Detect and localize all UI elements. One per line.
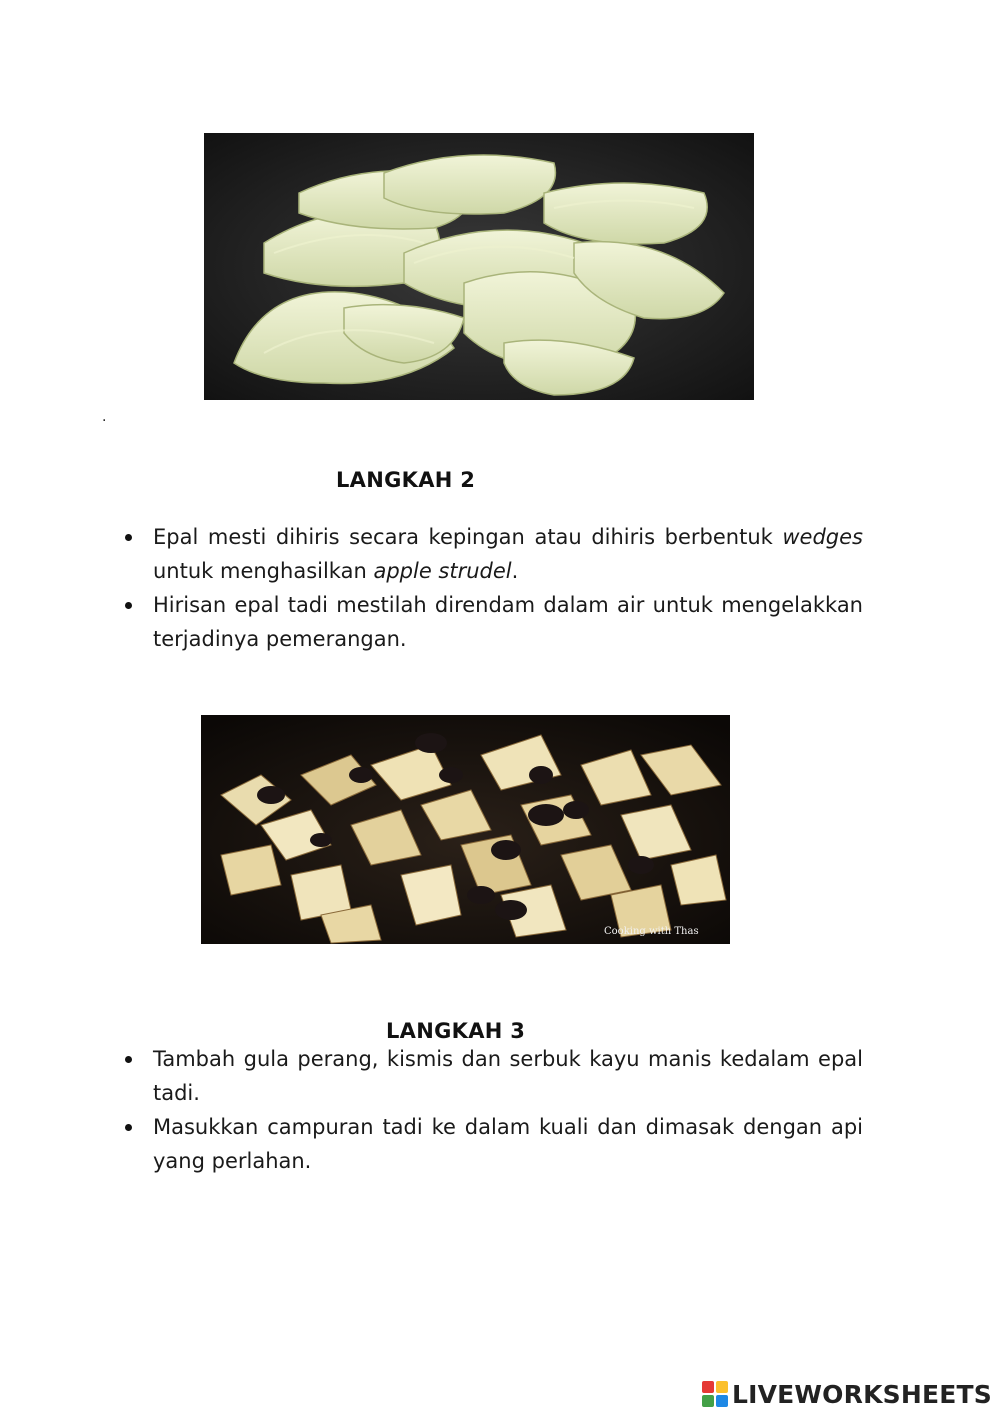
- list-item-text: Masukkan campuran tadi ke dalam kuali dan dimasak dengan api yang perlahan.: [153, 1115, 863, 1173]
- list-item: [120, 520, 863, 588]
- text-part-italic: apple strudel: [373, 559, 512, 583]
- step-3-heading: LANGKAH 3: [386, 1019, 526, 1043]
- watermark-text: LIVEWORKSHEETS: [731, 1379, 992, 1409]
- text-part: untuk menghasilkan: [153, 559, 374, 583]
- cooking-apples-raisins-photo: [201, 715, 730, 944]
- sliced-apples-photo: [204, 133, 754, 400]
- sliced-apples-illustration: [204, 133, 754, 400]
- step-2-list: [120, 520, 863, 656]
- text-part: Hirisan epal tadi mestilah direndam dalam air untuk mengelakkan terjadinya pemerangan.: [153, 593, 863, 651]
- photo-caption: Cooking with Thas: [604, 926, 699, 937]
- text-part-italic: wedges: [782, 525, 863, 549]
- step-2-heading: LANGKAH 2: [336, 468, 476, 492]
- text-part: .: [511, 559, 519, 583]
- stray-mark: .: [102, 409, 107, 425]
- list-item: [120, 588, 863, 656]
- list-item: [120, 1042, 863, 1110]
- list-item-text: Tambah gula perang, kismis dan serbuk kayu manis kedalam epal tadi.: [153, 1047, 863, 1105]
- cooking-apples-illustration: [201, 715, 730, 944]
- list-item: [120, 1110, 863, 1178]
- liveworksheets-logo-icon: [702, 1381, 728, 1407]
- step-3-list: [120, 1042, 863, 1178]
- liveworksheets-watermark: [702, 1379, 992, 1409]
- text-part: Epal mesti dihiris secara kepingan atau dihiris berbentuk: [153, 525, 783, 549]
